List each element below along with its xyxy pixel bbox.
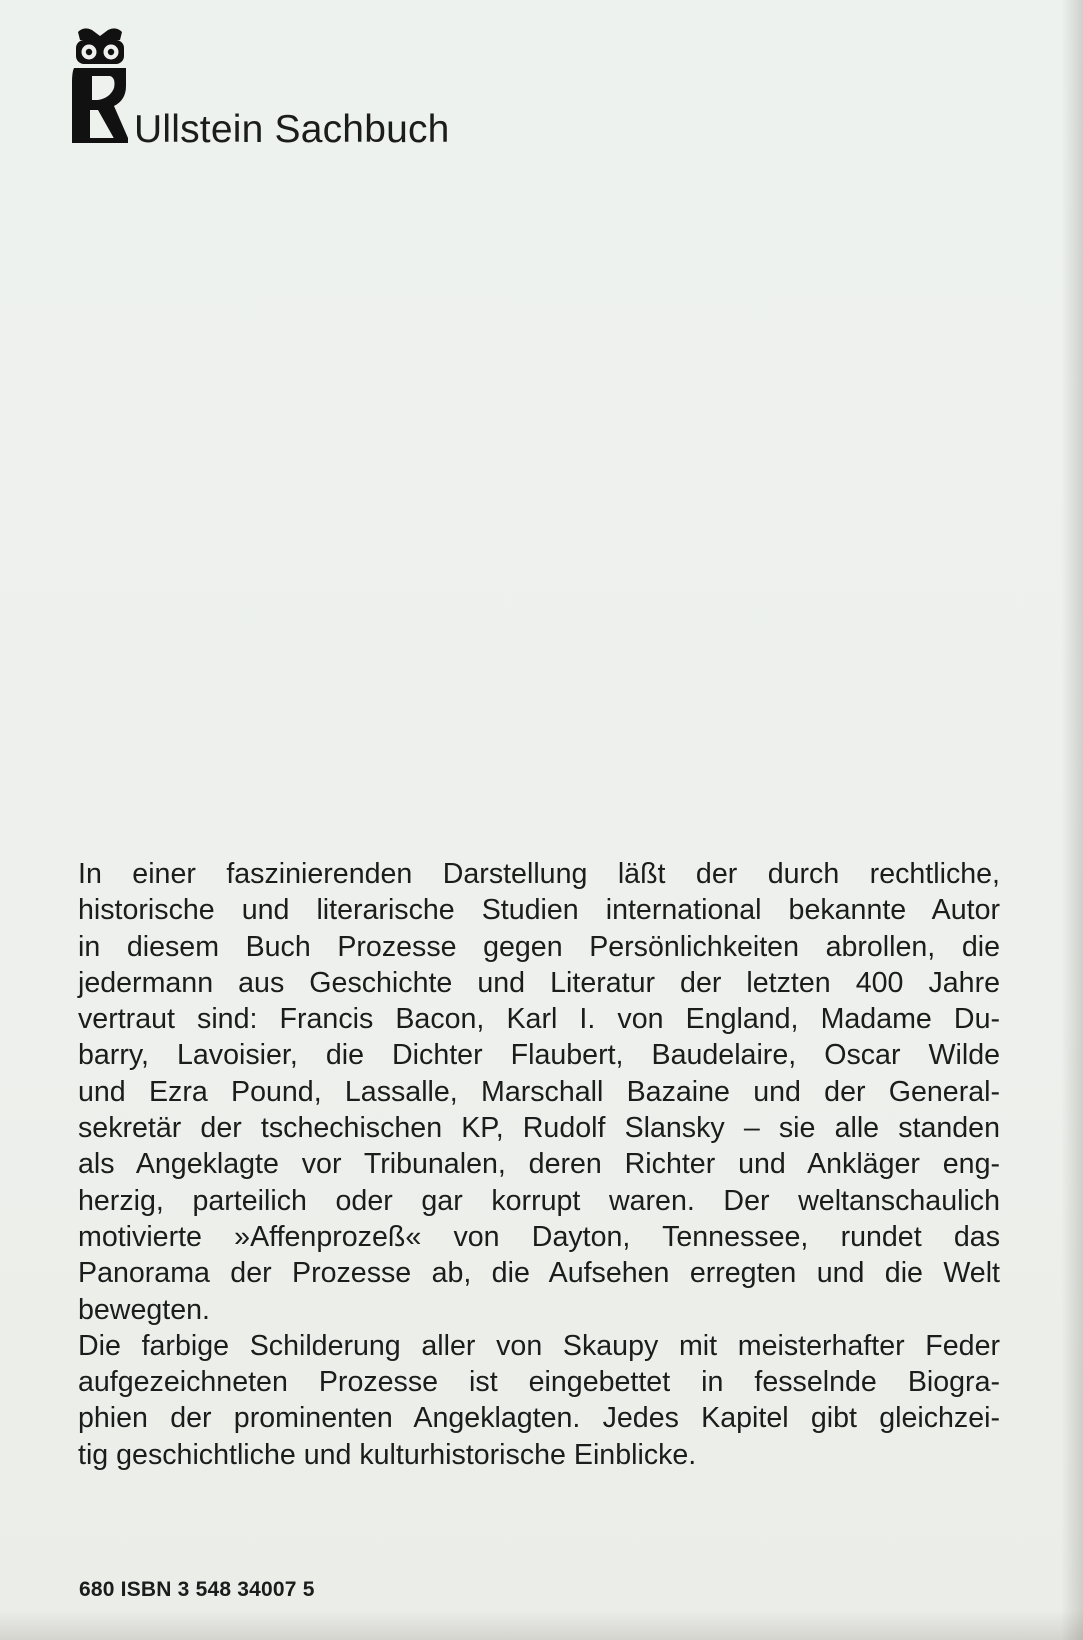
blurb-line: herzig, parteilich oder gar korrupt waren. Der weltanschaulich: [78, 1184, 1000, 1217]
blurb-line: phien der prominenten Angeklagten. Jedes Kapitel gibt gleichzei-: [78, 1402, 1000, 1435]
blurb-line: Die farbige Schilderung aller von Skaupy mit meisterhafter Feder: [78, 1329, 1000, 1362]
blurb-line: In einer faszinierenden Darstellung läßt der durch rechtliche,: [78, 858, 1000, 890]
blurb-line: historische und literarische Studien international bekannte Autor: [78, 894, 1000, 927]
blurb-line: sekretär der tschechischen KP, Rudolf Slansky – sie alle standen: [78, 1112, 1000, 1145]
blurb-line: Panorama der Prozesse ab, die Aufsehen erregten und die Welt: [78, 1257, 1000, 1290]
blurb-line: vertraut sind: Francis Bacon, Karl I. von England, Madame Du-: [78, 1003, 1000, 1036]
blurb-line: tig geschichtliche und kulturhistorische Einblicke.: [78, 1438, 697, 1471]
cover-bottom-shadow: [0, 1610, 1083, 1640]
blurb-line: bewegten.: [78, 1293, 210, 1326]
owl-logo-icon: [70, 26, 130, 148]
blurb-line: in diesem Buch Prozesse gegen Persönlichkeiten abrollen, die: [78, 930, 1000, 963]
publisher-name: Ullstein Sachbuch: [134, 108, 450, 151]
isbn-number: 680 ISBN 3 548 34007 5: [79, 1578, 315, 1601]
blurb-line: motivierte »Affenprozeß« von Dayton, Tennessee, rundet das: [78, 1220, 1000, 1253]
blurb-line: und Ezra Pound, Lassalle, Marschall Bazaine und der General-: [78, 1075, 1000, 1108]
blurb-line: barry, Lavoisier, die Dichter Flaubert, Baudelaire, Oscar Wilde: [78, 1039, 1000, 1072]
blurb-line: aufgezeichneten Prozesse ist eingebettet in fesselnde Biogra-: [78, 1366, 1000, 1399]
cover-edge-shadow: [1061, 0, 1083, 1640]
blurb-line: als Angeklagte vor Tribunalen, deren Richter und Ankläger eng-: [78, 1148, 1000, 1181]
blurb-line: jedermann aus Geschichte und Literatur der letzten 400 Jahre: [78, 966, 1000, 999]
blurb-text: [78, 856, 1000, 1473]
